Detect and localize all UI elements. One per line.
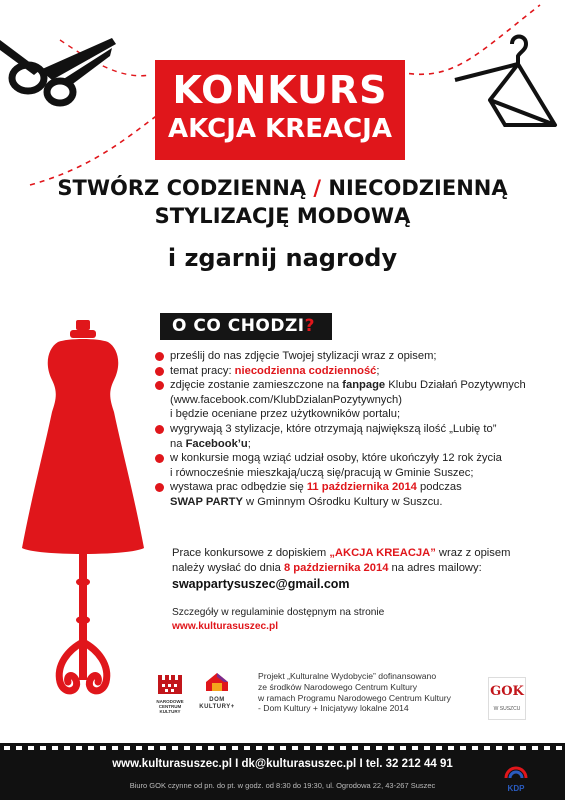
bullet-icon — [155, 483, 164, 492]
bullet-icon — [155, 352, 164, 361]
film-perforation — [532, 746, 538, 750]
submission-text: na adres mailowy: — [388, 561, 482, 574]
footer-contact: www.kulturasuszec.pl I dk@kulturasuszec.pl I tel. 32 212 44 91 — [112, 758, 453, 770]
film-perforation — [280, 746, 286, 750]
title-akcja-kreacja: AKCJA KREACJA — [168, 114, 392, 144]
tagline-part2: NIECODZIENNĄ — [328, 176, 508, 200]
submission-paragraph — [172, 546, 542, 575]
film-perforation — [460, 746, 466, 750]
section-heading — [160, 313, 332, 340]
contact-email[interactable]: swappartysuszec@gmail.com — [172, 577, 350, 591]
film-perforation — [64, 746, 70, 750]
tagline-part1: STWÓRZ CODZIENNĄ — [57, 176, 307, 200]
film-perforation — [472, 746, 478, 750]
submission-text: wraz z opisem — [435, 547, 511, 559]
bullet-text: zdjęcie zostanie zamieszczone na — [170, 379, 343, 392]
sponsor-line: ze środków Narodowego Centrum Kultury — [258, 681, 418, 692]
facebook-link-text: (www.facebook.com/KlubDzialanPozytywnych) — [170, 393, 402, 406]
facebook-bold: Facebook’u — [185, 437, 248, 450]
film-perforation — [256, 746, 262, 750]
submission-text: należy wysłać do dnia — [172, 561, 284, 574]
swap-party-bold: SWAP PARTY — [170, 495, 243, 508]
theme-highlight: niecodzienna codzienność — [234, 364, 377, 377]
bullet-text: i będzie oceniane przez użytkowników portalu; — [170, 408, 401, 421]
submission-text: Prace konkursowe z dopiskiem — [172, 547, 330, 559]
gok-mark: GOK — [490, 684, 524, 699]
section-heading-label: O CO CHODZI — [172, 316, 305, 336]
kdp-logo — [496, 763, 536, 793]
film-perforation — [496, 746, 502, 750]
film-perforation — [400, 746, 406, 750]
rules-list — [155, 349, 555, 510]
bullet-text: w konkursie mogą wziąć udział osoby, które ukończyły 12 rok życia — [170, 452, 502, 465]
bullet-text: ; — [376, 364, 380, 377]
film-perforation — [292, 746, 298, 750]
film-perforation — [544, 746, 550, 750]
list-item — [155, 378, 555, 422]
bullet-icon — [155, 454, 164, 463]
film-perforation — [520, 746, 526, 750]
nck-logo — [150, 672, 190, 714]
film-perforation — [508, 746, 514, 750]
film-perforation — [172, 746, 178, 750]
sponsor-line: Projekt „Kulturalne Wydobycie” dofinansowano — [258, 671, 437, 681]
film-perforation — [436, 746, 442, 750]
film-perforation — [364, 746, 370, 750]
list-item — [155, 480, 555, 509]
film-perforation — [28, 746, 34, 750]
film-perforation — [412, 746, 418, 750]
list-item — [155, 349, 555, 364]
dom-kultury-caption: DOM KULTURY+ — [199, 697, 235, 710]
film-perforation — [388, 746, 394, 750]
bullet-text: w Gminnym Ośrodku Kultury w Suszcu. — [242, 495, 443, 508]
question-mark: ? — [304, 316, 316, 336]
bullet-text: ; — [247, 437, 251, 450]
film-perforation — [160, 746, 166, 750]
kdp-arc-icon — [503, 763, 529, 779]
list-item — [155, 451, 555, 480]
bullet-icon — [155, 425, 164, 434]
bullet-text: temat pracy: — [170, 364, 235, 377]
gok-caption: W SUSZCU — [493, 706, 521, 712]
list-item — [155, 422, 555, 451]
film-perforation — [112, 746, 118, 750]
sponsor-note — [258, 671, 473, 714]
sponsor-line: w ramach Programu Narodowego Centrum Kultury — [258, 692, 451, 703]
film-perforation — [100, 746, 106, 750]
film-perforation — [484, 746, 490, 750]
dress-mannequin-icon — [18, 320, 148, 740]
bullet-icon — [155, 367, 164, 376]
film-perforation — [232, 746, 238, 750]
exhibition-date: 11 października 2014 — [306, 481, 417, 494]
hanger-icon — [430, 30, 560, 140]
tagline-line2: STYLIZACJĘ MODOWĄ — [154, 204, 411, 228]
film-perforation — [244, 746, 250, 750]
film-perforation — [40, 746, 46, 750]
title-konkurs: KONKURS — [172, 68, 388, 112]
tagline-prizes: i zgarnij nagrody — [167, 244, 398, 272]
nck-caption: NARODOWE CENTRUM KULTURY — [156, 699, 184, 714]
film-perforation — [340, 746, 346, 750]
film-perforation — [316, 746, 322, 750]
website-link[interactable]: www.kulturasuszec.pl — [172, 620, 279, 632]
bullet-text: prześlij do nas zdjęcie Twojej stylizacji wraz z opisem; — [170, 350, 437, 362]
film-perforation — [148, 746, 154, 750]
tagline — [0, 174, 565, 230]
footer-office-hours: Biuro GOK czynne od pn. do pt. w godz. od 8:30 do 19:30, ul. Ogrodowa 22, 43-267 Suszec — [129, 781, 436, 790]
title-box — [155, 60, 405, 160]
film-perforation — [196, 746, 202, 750]
film-perforation — [328, 746, 334, 750]
film-perforation — [184, 746, 190, 750]
bullet-text: wystawa prac odbędzie się — [170, 481, 307, 494]
film-strip-border — [0, 743, 565, 753]
tagline-line1 — [0, 174, 565, 202]
scissors-icon — [0, 20, 120, 110]
film-perforation — [16, 746, 22, 750]
film-perforation — [304, 746, 310, 750]
kdp-label: KDP — [507, 784, 525, 793]
bullet-text: na — [170, 437, 186, 450]
deadline-date: 8 października 2014 — [283, 561, 389, 574]
nck-emblem-icon — [157, 672, 183, 694]
film-perforation — [88, 746, 94, 750]
bullet-text: i równocześnie mieszkają/uczą się/pracują w Gminie Suszec; — [170, 466, 474, 479]
film-perforation — [268, 746, 274, 750]
film-perforation — [448, 746, 454, 750]
film-perforation — [376, 746, 382, 750]
film-perforation — [136, 746, 142, 750]
film-perforation — [556, 746, 562, 750]
film-perforation — [424, 746, 430, 750]
bullet-text: Klubu Działań Pozytywnych — [385, 379, 526, 392]
submission-tag: „AKCJA KREACJA” — [329, 547, 436, 559]
film-perforation — [352, 746, 358, 750]
rules-details — [172, 606, 532, 633]
fanpage-bold: fanpage — [342, 379, 386, 392]
gok-logo — [488, 677, 526, 720]
film-perforation — [220, 746, 226, 750]
film-perforation — [52, 746, 58, 750]
film-perforation — [4, 746, 10, 750]
details-text: Szczegóły w regulaminie dostępnym na stronie — [172, 607, 385, 618]
film-perforation — [208, 746, 214, 750]
tagline-slash: / — [306, 176, 329, 200]
bullet-text: wygrywają 3 stylizacje, które otrzymają największą ilość „Lubię to” — [170, 422, 497, 435]
film-perforation — [76, 746, 82, 750]
bullet-icon — [155, 381, 164, 390]
film-perforation — [124, 746, 130, 750]
sponsor-line: - Dom Kultury + Inicjatywy lokalne 2014 — [258, 703, 409, 714]
list-item — [155, 364, 555, 379]
bullet-text: podczas — [416, 481, 462, 494]
house-icon — [204, 672, 230, 692]
dom-kultury-logo — [193, 672, 241, 711]
